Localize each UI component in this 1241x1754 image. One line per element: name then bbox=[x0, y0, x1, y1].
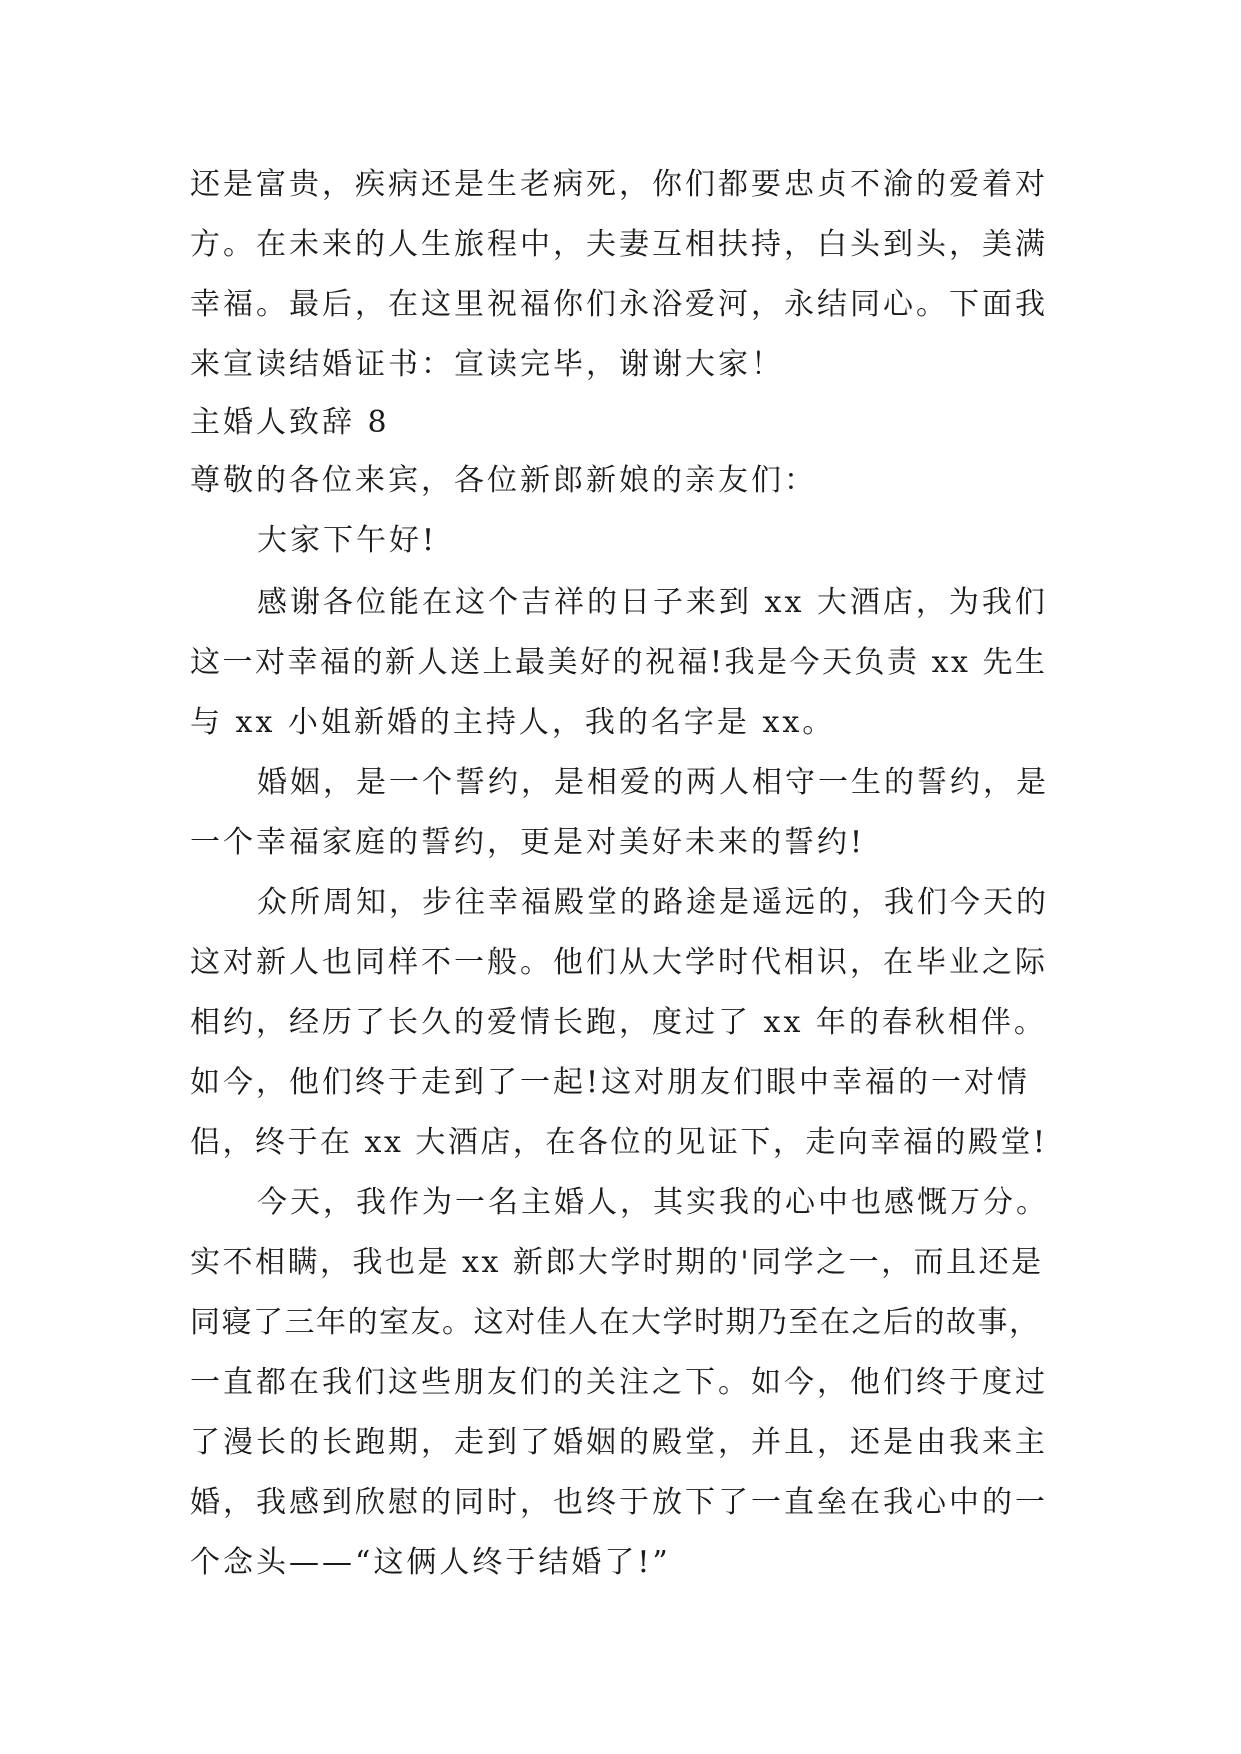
text-line: 还是富贵，疾病还是生老病死，你们都要忠贞不渝的爱着对 bbox=[190, 167, 1048, 202]
text-line: 这一对幸福的新人送上最美好的祝福!我是今天负责 xx 先生 bbox=[190, 645, 1048, 680]
text-line: 婚，我感到欣慰的同时，也终于放下了一直垒在我心中的一 bbox=[190, 1485, 1048, 1520]
text-line: 来宣读结婚证书：宣读完毕，谢谢大家！ bbox=[190, 347, 784, 382]
text-line: 感谢各位能在这个吉祥的日子来到 xx 大酒店，为我们 bbox=[257, 585, 1048, 620]
text-line: 如今，他们终于走到了一起!这对朋友们眼中幸福的一对情 bbox=[190, 1065, 1031, 1100]
text-line: 与 xx 小姐新婚的主持人，我的名字是 xx。 bbox=[190, 705, 836, 740]
text-line: 众所周知，步往幸福殿堂的路途是遥远的，我们今天的 bbox=[257, 885, 1049, 920]
text-line: 一个幸福家庭的誓约，更是对美好未来的誓约! bbox=[190, 825, 866, 860]
text-line: 同寝了三年的室友。这对佳人在大学时期乃至在之后的故事， bbox=[190, 1305, 1041, 1340]
salutation: 尊敬的各位来宾，各位新郎新娘的亲友们： bbox=[190, 463, 817, 498]
text-line: 相约，经历了长久的爱情长跑，度过了 xx 年的春秋相伴。 bbox=[190, 1005, 1047, 1040]
text-line: 实不相瞒，我也是 xx 新郎大学时期的'同学之一，而且还是 bbox=[190, 1245, 1044, 1280]
text-line: 个念头——“这俩人终于结婚了!” bbox=[190, 1545, 671, 1580]
text-line: 方。在未来的人生旅程中，夫妻互相扶持，白头到头，美满 bbox=[190, 227, 1048, 262]
text-line: 一直都在我们这些朋友们的关注之下。如今，他们终于度过 bbox=[190, 1365, 1048, 1400]
text-line: 今天，我作为一名主婚人，其实我的心中也感慨万分。 bbox=[257, 1185, 1049, 1220]
text-line: 侣，终于在 xx 大酒店，在各位的见证下，走向幸福的殿堂! bbox=[190, 1125, 1048, 1160]
text-line: 这对新人也同样不一般。他们从大学时代相识，在毕业之际 bbox=[190, 945, 1048, 980]
text-line: 幸福。最后，在这里祝福你们永浴爱河，永结同心。下面我 bbox=[190, 287, 1048, 322]
text-line: 了漫长的长跑期，走到了婚姻的殿堂，并且，还是由我来主 bbox=[190, 1425, 1048, 1460]
section-heading: 主婚人致辞 8 bbox=[190, 405, 390, 440]
text-line: 婚姻，是一个誓约，是相爱的两人相守一生的誓约，是 bbox=[257, 765, 1049, 800]
greeting: 大家下午好! bbox=[257, 523, 438, 558]
